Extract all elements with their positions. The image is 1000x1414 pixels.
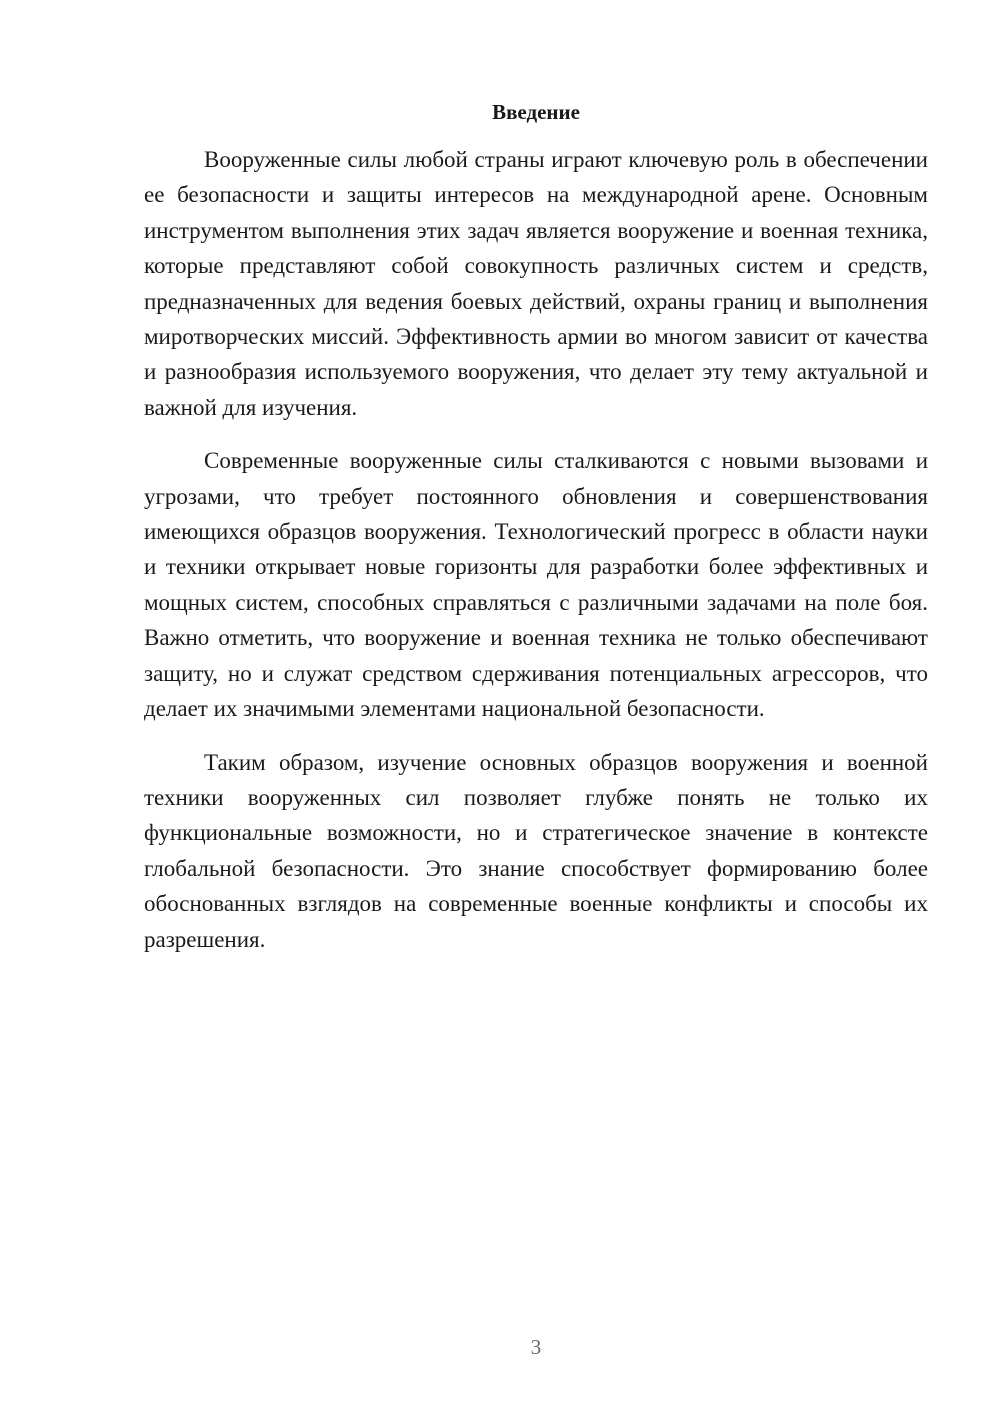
paragraph-1: Вооруженные силы любой страны играют ключевую роль в обеспечении ее безопасности и защиты интересов на международной арене. Основным инструментом выполнения этих задач является вооружение и военная техника, которые представляют собой совокупность различных систем и средств, предназначенных для ведения боевых действий, охраны границ и выполнения миротворческих миссий. Эффективность армии во многом зависит от качества и разнообразия используемого вооружения, что делает эту тему актуальной и важной для изучения. xyxy=(144,147,928,420)
document-body xyxy=(144,142,928,975)
page-title: Введение xyxy=(492,100,580,124)
paragraph-3: Таким образом, изучение основных образцов вооружения и военной техники вооруженных сил позволяет глубже понять не только их функциональные возможности, но и стратегическое значение в контексте глобальной безопасности. Это знание способствует формированию более обоснованных взглядов на современные военные конфликты и способы их разрешения. xyxy=(144,749,928,952)
paragraph-2: Современные вооруженные силы сталкиваются с новыми вызовами и угрозами, что требует постоянного обновления и совершенствования имеющихся образцов вооружения. Технологический прогресс в области науки и техники открывает новые горизонты для разработки более эффективных и мощных систем, способных справляться с различными задачами на поле боя. Важно отметить, что вооружение и военная техника не только обеспечивают защиту, но и служат средством сдерживания потенциальных агрессоров, что делает их значимыми элементами национальной безопасности. xyxy=(144,448,928,722)
page-number: 3 xyxy=(530,1335,542,1359)
